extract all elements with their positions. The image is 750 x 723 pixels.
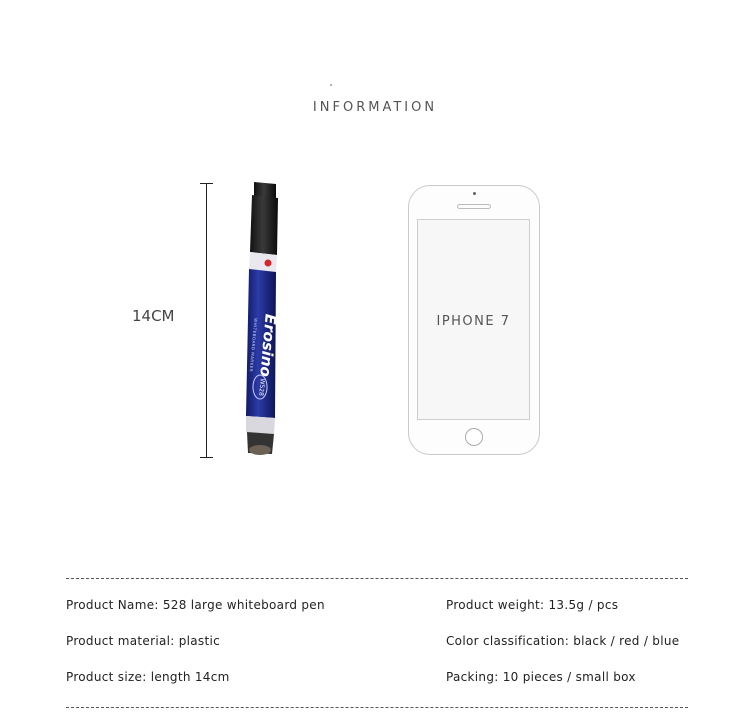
dimension-cap-bottom: [200, 457, 213, 458]
whiteboard-marker-image: [238, 180, 288, 460]
phone-screen-label: IPHONE 7: [436, 314, 511, 329]
spec-product-weight: Product weight: 13.5g / pcs: [446, 598, 619, 612]
marker-model-text: W528: [257, 378, 266, 397]
spec-packing: Packing: 10 pieces / small box: [446, 670, 636, 684]
dimension-line: [206, 183, 207, 458]
divider-bottom: [66, 707, 688, 708]
iphone-comparison-image: [408, 185, 540, 455]
phone-home-button: [465, 428, 483, 446]
decorative-dot: [330, 84, 332, 86]
dimension-label: 14CM: [132, 307, 175, 325]
divider-top: [66, 578, 688, 579]
phone-camera: [473, 192, 476, 195]
marker-brand-text: Erosino: [256, 313, 280, 378]
dimension-cap-top: [200, 183, 213, 184]
spec-color-classification: Color classification: black / red / blue: [446, 634, 680, 648]
svg-text:WHITEBOARD MARKER: WHITEBOARD MARKER: [248, 317, 259, 373]
phone-speaker: [457, 204, 491, 209]
spec-product-size: Product size: length 14cm: [66, 670, 230, 684]
spec-product-name: Product Name: 528 large whiteboard pen: [66, 598, 325, 612]
spec-product-material: Product material: plastic: [66, 634, 221, 648]
section-heading: INFORMATION: [312, 100, 438, 115]
phone-screen: [417, 219, 530, 420]
